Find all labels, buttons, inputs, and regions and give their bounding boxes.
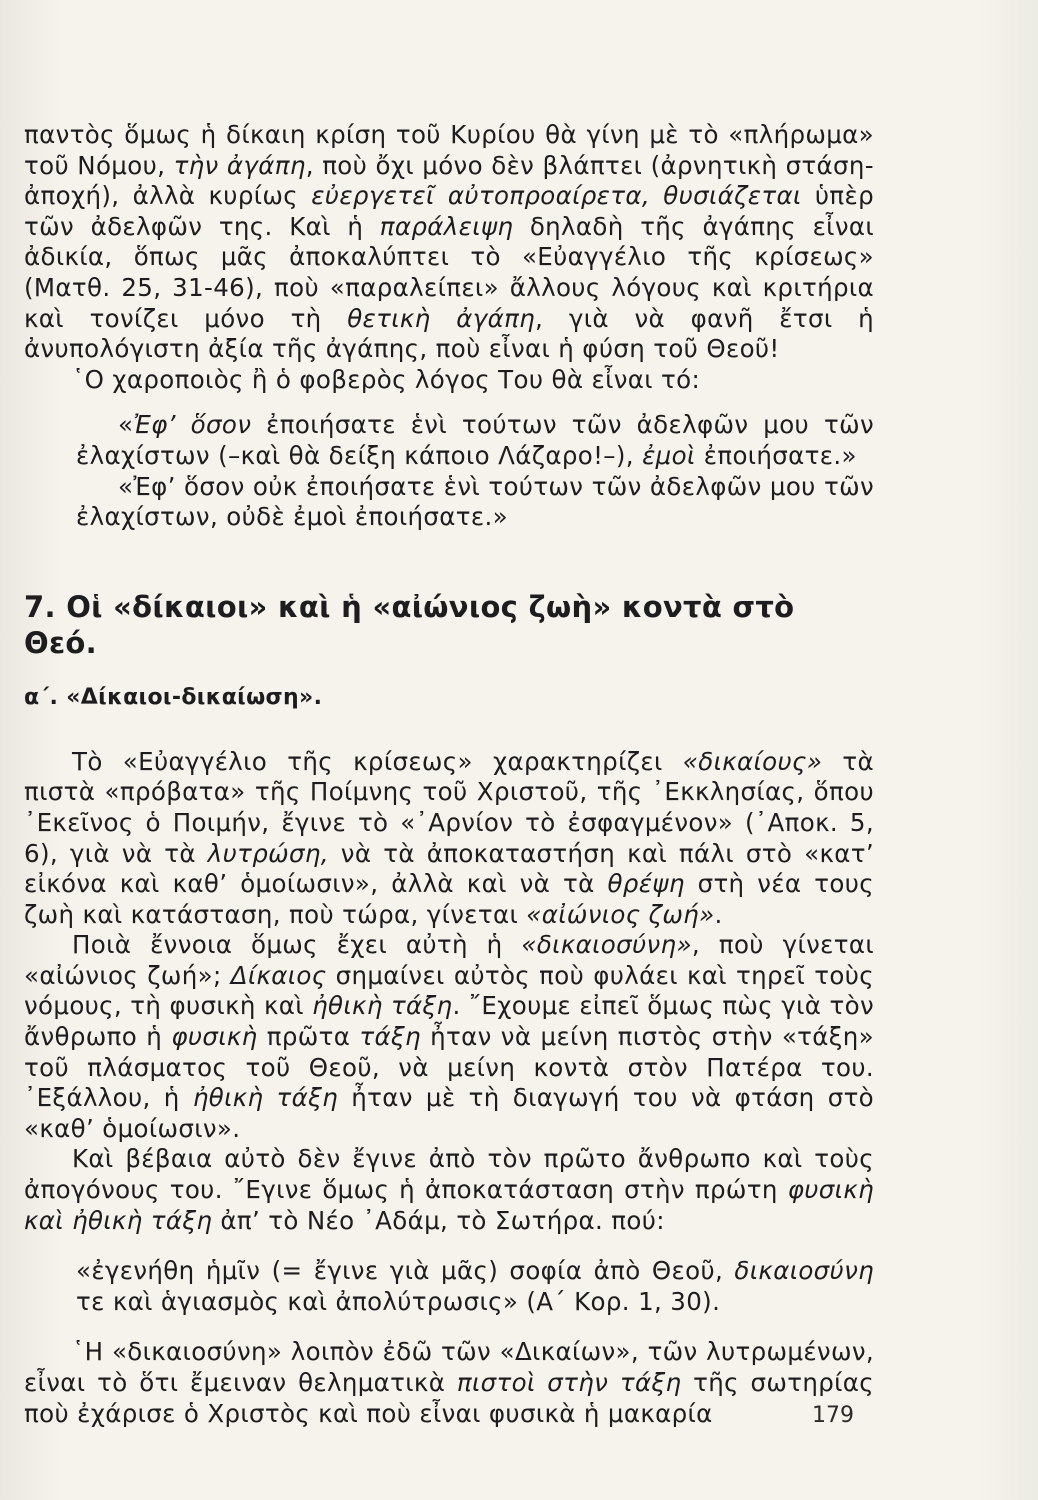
text-run: τῆς σωτηρίας ποὺ ἐχάρισε ὁ Χριστὸς καὶ ποὺ εἶναι φυσικὰ ἡ μακαρία — [24, 1368, 874, 1428]
paragraph — [24, 1337, 874, 1429]
text-column — [24, 120, 874, 1429]
paragraph — [24, 1144, 874, 1236]
text-run: νὰ τὰ ἀποκαταστήση καὶ πάλι στὸ «κατ’ εἰκόνα καὶ καθ’ ὁμοίωσιν», ἀλλὰ καὶ νὰ τὰ — [24, 838, 874, 899]
italic-run: «δικαιοσύνη» — [521, 930, 692, 960]
paragraph-intro-quote: ῾Ο χαροποιὸς ἢ ὁ φοβερὸς λόγος Του θὰ εἶναι τό: — [72, 364, 701, 394]
text-run: , ποὺ ὄχι μόνο δὲν βλάπτει (ἀρνητικὴ στάση-ἀποχή), ἀλλὰ κυρίως — [24, 150, 874, 211]
text-run: . ῎Εχουμε εἰπεῖ ὅμως πὼς γιὰ τὸν ἄνθρωπο ἡ — [24, 991, 874, 1052]
text-run: παντὸς ὅμως ἡ δίκαιη κρίση τοῦ Κυρίου θὰ γίνη μὲ τὸ «πλήρωμα» τοῦ Νόμου, — [24, 120, 874, 180]
block-quote — [76, 1256, 874, 1317]
text-run: . — [714, 899, 723, 929]
italic-run: θρέψη — [607, 869, 685, 899]
italic-run: θετικὴ ἀγάπη — [347, 303, 536, 333]
italic-run: φυσικὴ καὶ ἠθικὴ τάξη — [24, 1175, 874, 1235]
italic-run: παράλειψη — [379, 211, 514, 241]
text-run: δηλαδὴ τῆς ἀγάπης εἶναι ἀδικία, ὅπως μᾶς ἀποκαλύπτει τὸ «Εὐαγγέλιο τῆς κρίσεως» (Ματθ. 25, 31-46), ποὺ «παραλείπει» ἄλλους λόγους καὶ κριτήρια καὶ τονίζει μόνο τὴ — [24, 211, 874, 333]
italic-run: λυτρώση, — [207, 838, 329, 868]
quote-line: «Ἐφ’ ὅσον οὐκ ἐποιήσατε ἑνὶ τούτων τῶν ἀδελφῶν μου τῶν ἐλαχίστων, οὐδὲ ἐμοὶ ἐποιήσατε.» — [76, 471, 874, 532]
text-run: ἐποιήσατε.» — [695, 440, 857, 470]
text-run: « — [118, 410, 134, 440]
text-run: σημαίνει αὐτὸς ποὺ φυλάει καὶ τηρεῖ τοὺς νόμους, τὴ φυσικὴ καὶ — [24, 960, 874, 1021]
italic-run: «αἰώνιος ζωή» — [526, 899, 715, 929]
italic-run: «δικαίους» — [682, 746, 823, 776]
text-run: Ποιὰ ἔννοια ὅμως ἔχει αὐτὴ ἡ — [72, 930, 522, 960]
text-run: ἀπ’ τὸ Νέο ᾿Αδάμ, τὸ Σωτήρα. πού: — [212, 1205, 665, 1235]
text-run: , ποὺ γίνεται «αἰώνιος ζωή»; — [24, 930, 874, 990]
text-run: στὴ νέα τους ζωὴ καὶ κατάσταση, ποὺ τώρα, γίνεται — [24, 869, 874, 929]
text-run: πρῶτα — [257, 1022, 360, 1052]
paragraph — [24, 120, 874, 365]
text-run: ἦταν νὰ μείνη πιστὸς στὴν «τάξη» τοῦ πλάσματος τοῦ Θεοῦ, νὰ μείνη κοντὰ στὸν Πατέρα του. ᾿Εξάλλου, ἡ — [24, 1022, 874, 1113]
italic-run: φυσικὴ — [171, 1022, 258, 1052]
text-run: ὑπὲρ τῶν ἀδελφῶν της. Καὶ ἡ — [24, 181, 874, 241]
italic-run: ἠθικὴ τάξη — [312, 991, 453, 1021]
text-run: ἐποιήσατε ἑνὶ τούτων τῶν ἀδελφῶν μου τῶν ἐλαχίστων (–καὶ θὰ δείξη κάποιο Λάζαρο!–), — [76, 410, 874, 470]
page-number: 179 — [812, 1403, 854, 1428]
text-run: Καὶ βέβαια αὐτὸ δὲν ἔγινε ἀπὸ τὸν πρῶτο ἄνθρωπο καὶ τοὺς ἀπογόνους του. ῎Εγινε ὅμως ἡ ἀποκατάσταση στὴν πρώτη — [24, 1144, 874, 1205]
subsection-heading: α΄. «Δίκαιοι-δικαίωση». — [24, 684, 323, 710]
text-run: τε καὶ ἁγιασμὸς καὶ ἀπολύτρωσις» (Α΄ Κορ. 1, 30). — [76, 1286, 721, 1316]
text-run: τὰ πιστὰ «πρόβατα» τῆς Ποίμνης τοῦ Χριστοῦ, τῆς ᾿Εκκλησίας, ὅπου ᾿Εκεῖνος ὁ Ποιμήν, ἔγινε τὸ «᾿Αρνίον τὸ ἐσφαγμένον» (᾿Αποκ. 5, 6), γιὰ νὰ τὰ — [24, 746, 874, 868]
paragraph — [24, 747, 874, 931]
italic-run: ἠθικὴ τάξη — [192, 1083, 339, 1113]
italic-run: ἐμοὶ — [642, 440, 696, 470]
quote-line — [76, 1256, 874, 1317]
quote-line — [76, 410, 874, 471]
italic-run: εὐεργετεῖ αὐτοπροαίρετα, θυσιάζεται — [311, 181, 802, 211]
italic-run: Δίκαιος — [230, 960, 327, 990]
italic-run: τὴν ἀγάπη — [173, 150, 306, 180]
italic-run: Ἐφ’ ὅσον — [133, 410, 252, 440]
text-run: ῾Η «δικαιοσύνη» λοιπὸν ἐδῶ τῶν «Δικαίων», τῶν λυτρωμένων, εἶναι τὸ ὅτι ἔμειναν θεληματικὰ — [24, 1337, 874, 1397]
paragraph — [24, 930, 874, 1144]
italic-run: τάξη — [359, 1022, 421, 1052]
block-quote — [76, 410, 874, 532]
text-run: Τὸ «Εὐαγγέλιο τῆς κρίσεως» χαρακτηρίζει — [72, 746, 683, 776]
text-run: ἦταν μὲ τὴ διαγωγή του νὰ φτάση στὸ «καθ’ ὁμοίωσιν». — [24, 1083, 875, 1143]
text-run: «ἐγενήθη ἡμῖν (= ἔγινε γιὰ μᾶς) σοφία ἀπὸ Θεοῦ, — [76, 1256, 735, 1286]
section-heading: 7. Οἱ «δίκαιοι» καὶ ἡ «αἰώνιος ζωὴ» κοντὰ στὸ Θεό. — [24, 589, 795, 660]
italic-run: δικαιοσύνη — [734, 1256, 874, 1286]
italic-run: πιστοὶ στὴν τάξη — [456, 1368, 682, 1397]
text-run: , γιὰ νὰ φανῆ ἔτσι ἡ ἀνυπολόγιστη ἀξία τῆς ἀγάπης, ποὺ εἶναι ἡ φύση τοῦ Θεοῦ! — [24, 303, 874, 364]
